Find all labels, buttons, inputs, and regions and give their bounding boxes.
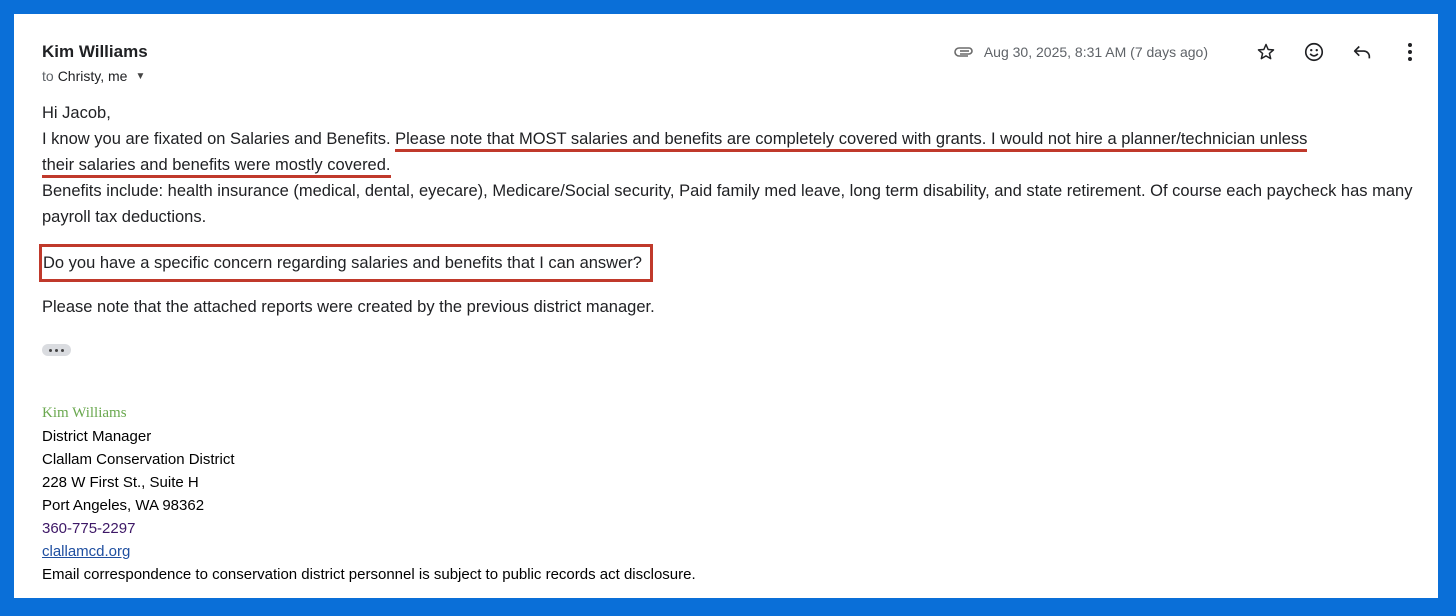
- reply-icon[interactable]: [1350, 40, 1374, 64]
- message-meta: [954, 40, 1422, 64]
- show-trimmed-content-button[interactable]: [42, 344, 71, 356]
- greeting: Hi Jacob,: [42, 104, 111, 122]
- email-message: [14, 14, 1438, 598]
- paragraph-salaries: [42, 126, 1422, 178]
- attached-reports-note: Please note that the attached reports were created by the previous district manager.: [42, 298, 655, 316]
- signature-org: Clallam Conservation District: [42, 451, 235, 468]
- more-vert-icon[interactable]: [1398, 40, 1422, 64]
- star-icon[interactable]: [1254, 40, 1278, 64]
- signature-title: District Manager: [42, 428, 152, 445]
- signature-address-line1: 228 W First St., Suite H: [42, 474, 199, 491]
- signature-disclaimer: Email correspondence to conservation district personnel is subject to public records act disclosure.: [42, 566, 696, 583]
- recipients-prefix: to: [42, 68, 54, 84]
- message-body: [42, 100, 1422, 320]
- paperclip-icon: [954, 44, 974, 60]
- signature-address-line2: Port Angeles, WA 98362: [42, 497, 205, 514]
- message-date: Aug 30, 2025, 8:31 AM (7 days ago): [983, 44, 1208, 60]
- signature-website-link[interactable]: clallamcd.org: [42, 543, 131, 560]
- signature: [42, 402, 696, 586]
- highlighted-text-continued: their salaries and benefits were mostly covered.: [42, 156, 391, 178]
- boxed-question: Do you have a specific concern regarding salaries and benefits that I can answer?: [39, 244, 653, 282]
- salaries-intro: I know you are fixated on Salaries and Benefits.: [42, 130, 396, 148]
- signature-phone[interactable]: 360-775-2297: [42, 520, 136, 537]
- emoji-icon[interactable]: [1302, 40, 1326, 64]
- recipients-names: Christy, me: [57, 68, 128, 84]
- benefits-text: Benefits include: health insurance (medical, dental, eyecare), Medicare/Social security, Paid family med leave, long term disability, and state retirement. Of course each paycheck has many payroll tax deductions.: [42, 182, 1413, 226]
- highlighted-text: Please note that MOST salaries and benefits are completely covered with grants. I would not hire a planner/technician unless: [395, 130, 1307, 152]
- sender-name[interactable]: Kim Williams: [42, 42, 148, 61]
- signature-name: Kim Williams: [42, 405, 127, 421]
- recipients-line[interactable]: [42, 68, 145, 84]
- caret-down-icon[interactable]: ▼: [135, 70, 146, 82]
